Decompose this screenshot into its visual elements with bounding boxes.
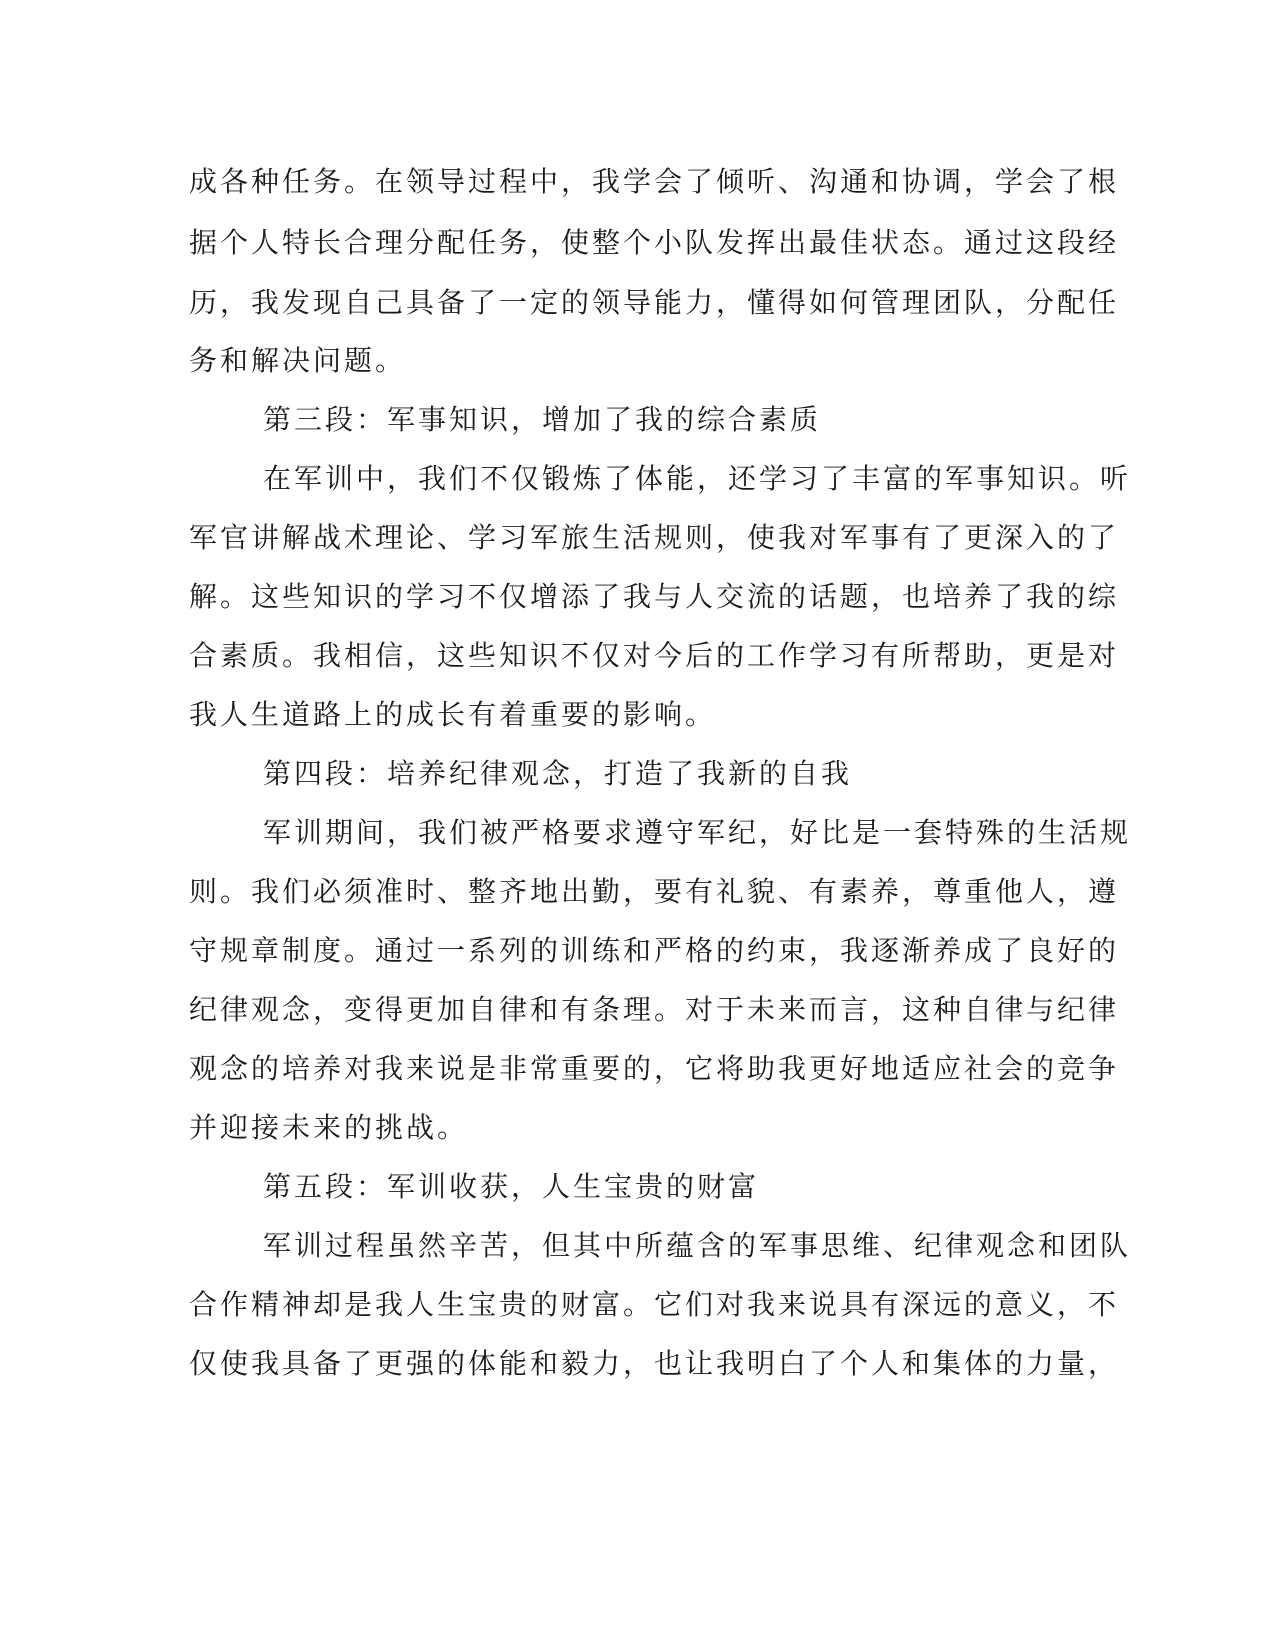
- paragraph-line: 成各种任务。在领导过程中，我学会了倾听、沟通和协调，学会了根: [189, 165, 1120, 198]
- paragraph-line: 并迎接未来的挑战。: [189, 1111, 469, 1144]
- paragraph-line: 仅使我具备了更强的体能和毅力，也让我明白了个人和集体的力量，: [189, 1347, 1120, 1380]
- paragraph-line: 军训期间，我们被严格要求遵守军纪，好比是一套特殊的生活规: [263, 816, 1132, 849]
- paragraph-line: 合素质。我相信，这些知识不仅对今后的工作学习有所帮助，更是对: [189, 639, 1120, 672]
- paragraph-line: 务和解决问题。: [189, 344, 407, 377]
- paragraph-line: 合作精神却是我人生宝贵的财富。它们对我来说具有深远的意义，不: [189, 1288, 1120, 1321]
- section-heading-3: 第三段：军事知识，增加了我的综合素质: [263, 403, 822, 436]
- paragraph-line: 在军训中，我们不仅锻炼了体能，还学习了丰富的军事知识。听: [263, 462, 1132, 495]
- paragraph-line: 纪律观念，变得更加自律和有条理。对于未来而言，这种自律与纪律: [189, 993, 1120, 1026]
- paragraph-line: 历，我发现自己具备了一定的领导能力，懂得如何管理团队，分配任: [189, 286, 1120, 319]
- section-heading-4: 第四段：培养纪律观念，打造了我新的自我: [263, 757, 853, 790]
- paragraph-line: 解。这些知识的学习不仅增添了我与人交流的话题，也培养了我的综: [189, 580, 1120, 613]
- paragraph-line: 军训过程虽然辛苦，但其中所蕴含的军事思维、纪律观念和团队: [263, 1229, 1132, 1262]
- paragraph-line: 观念的培养对我来说是非常重要的，它将助我更好地适应社会的竞争: [189, 1052, 1120, 1085]
- paragraph-line: 守规章制度。通过一系列的训练和严格的约束，我逐渐养成了良好的: [189, 934, 1120, 967]
- paragraph-line: 我人生道路上的成长有着重要的影响。: [189, 698, 717, 731]
- paragraph-line: 据个人特长合理分配任务，使整个小队发挥出最佳状态。通过这段经: [189, 226, 1120, 259]
- paragraph-line: 军官讲解战术理论、学习军旅生活规则，使我对军事有了更深入的了: [189, 521, 1120, 554]
- section-heading-5: 第五段：军训收获，人生宝贵的财富: [263, 1170, 760, 1203]
- paragraph-line: 则。我们必须准时、整齐地出勤，要有礼貌、有素养，尊重他人，遵: [189, 875, 1120, 908]
